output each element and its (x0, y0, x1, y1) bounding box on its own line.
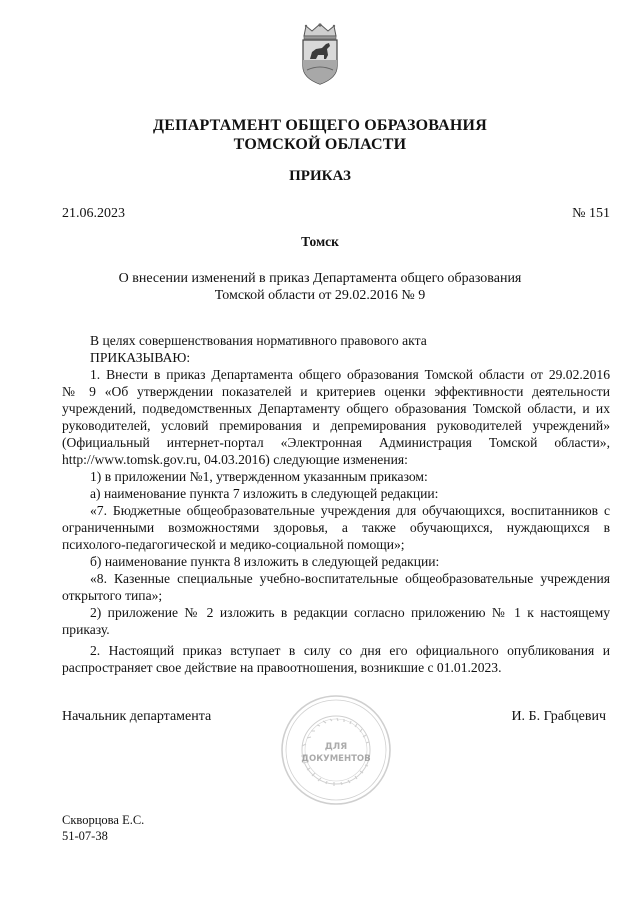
stamp-text-top: ДЛЯ (324, 742, 348, 752)
document-city: Томск (301, 234, 339, 249)
stamp-text-bottom: ДОКУМЕНТОВ (301, 754, 371, 764)
body-line: б) наименование пункта 8 изложить в следующей редакции: (90, 554, 440, 569)
subject-line1: О внесении изменений в приказ Департамента общего образования (118, 271, 522, 286)
body-line: открытого типа»; (62, 588, 163, 603)
body-line: 2) приложение № 2 изложить в редакции согласно приложению № 1 к настоящему (90, 605, 610, 620)
body-line: ПРИКАЗЫВАЮ: (90, 350, 191, 365)
body-line: руководителей, условий премирования и депремирования руководителей учреждений» (62, 418, 610, 433)
coat-of-arms-icon (298, 22, 342, 86)
body-line: ограниченными возможностями здоровья, а также обучающихся, нуждающихся в (62, 520, 610, 535)
body-line: психолого-педагогической и медико-социальной помощи»; (62, 537, 405, 552)
body-line: 1) в приложении №1, утвержденном указанным приказом: (90, 469, 428, 484)
order-body (62, 332, 610, 676)
executor-block (62, 812, 144, 844)
body-line: В целях совершенствования нормативного правового акта (90, 333, 427, 348)
subject-line2: Томской области от 29.02.2016 № 9 (214, 288, 426, 303)
body-line: «8. Казенные специальные учебно-воспитательные общеобразовательные учреждения (90, 571, 610, 586)
department-title-line1: ДЕПАРТАМЕНТ ОБЩЕГО ОБРАЗОВАНИЯ (153, 117, 487, 134)
body-line: «7. Бюджетные общеобразовательные учреждения для обучающихся, воспитанников с (90, 503, 610, 518)
signer-position: Начальник департамента (62, 709, 212, 724)
signer-name: И. Б. Грабцевич (511, 709, 606, 724)
body-line: (Официальный интернет-портал «Электронная Администрация Томской области», (62, 435, 610, 450)
document-number: № 151 (572, 206, 610, 221)
body-line: приказу. (62, 622, 110, 637)
body-line: 1. Внести в приказ Департамента общего образования Томской области от 29.02.2016 (90, 367, 610, 382)
document-date: 21.06.2023 (62, 206, 125, 221)
body-line: учреждений, подведомственных Департаменту общего образования Томской области, и их (62, 401, 610, 416)
body-line: распространяет свое действие на правоотношения, возникшие с 01.01.2023. (62, 660, 502, 675)
executor-name: Скворцова Е.С. (62, 813, 145, 827)
official-stamp (280, 694, 392, 806)
body-line: а) наименование пункта 7 изложить в следующей редакции: (90, 486, 439, 501)
body-line: http://www.tomsk.gov.ru, 04.03.2016) следующие изменения: (62, 452, 408, 467)
document-type: ПРИКАЗ (289, 168, 351, 184)
department-title-line2: ТОМСКОЙ ОБЛАСТИ (233, 136, 407, 153)
body-line: 2. Настоящий приказ вступает в силу со дня его официального опубликования и (90, 643, 610, 658)
body-line: № 9 «Об утверждении показателей и критериев оценки эффективности деятельности (62, 384, 610, 399)
executor-phone: 51-07-38 (62, 829, 108, 843)
